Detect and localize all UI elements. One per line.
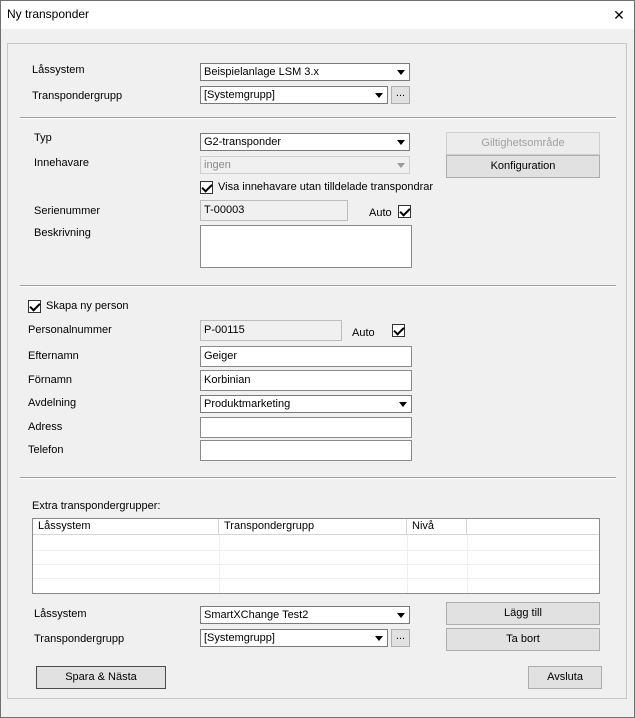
grid-row-line — [33, 550, 599, 551]
owner-value: ingen — [204, 159, 231, 171]
chevron-down-icon[interactable] — [394, 135, 408, 149]
personal-number-field[interactable] — [200, 320, 342, 341]
serial-auto-checkbox[interactable] — [398, 205, 411, 218]
configuration-button[interactable]: Konfiguration — [446, 155, 600, 178]
chevron-down-icon[interactable] — [394, 608, 408, 622]
create-person-label: Skapa ny person — [46, 300, 129, 312]
column-header-level[interactable]: Nivå — [407, 519, 467, 535]
grid-row-line — [33, 564, 599, 565]
address-label: Adress — [28, 421, 63, 433]
phone-label: Telefon — [28, 444, 64, 456]
department-value: Produktmarketing — [204, 398, 291, 410]
show-owners-label: Visa innehavare utan tilldelade transpondrar — [218, 181, 434, 193]
chevron-down-icon[interactable] — [396, 397, 410, 411]
type-select[interactable] — [200, 133, 410, 151]
transpondergroup-value: [Systemgrupp] — [204, 89, 275, 101]
personal-auto-checkbox[interactable] — [392, 324, 405, 337]
serial-auto-label: Auto — [369, 207, 392, 219]
serial-number-value: T-00003 — [204, 204, 245, 216]
phone-field[interactable] — [200, 440, 412, 461]
close-icon[interactable]: ✕ — [613, 7, 625, 23]
column-header-locksystem[interactable]: Låssystem — [33, 519, 219, 535]
owner-select[interactable] — [200, 156, 410, 174]
extra-transpondergroup-label: Transpondergrupp — [34, 633, 125, 645]
serial-number-field[interactable] — [200, 200, 348, 221]
window-title: Ny transponder — [7, 7, 90, 21]
separator — [20, 117, 616, 119]
extra-transpondergroup-value: [Systemgrupp] — [204, 632, 275, 644]
grid-col-line — [467, 535, 468, 593]
separator — [20, 285, 616, 287]
save-next-button[interactable]: Spara & Nästa — [36, 666, 166, 689]
extra-locksystem-select[interactable] — [200, 606, 410, 624]
chevron-down-icon — [394, 158, 408, 172]
firstname-value: Korbinian — [204, 374, 251, 386]
extra-groups-table[interactable] — [32, 518, 600, 594]
title-bar[interactable] — [1, 1, 634, 29]
description-field[interactable] — [200, 225, 412, 268]
department-label: Avdelning — [28, 397, 77, 409]
transpondergroup-label: Transpondergrupp — [32, 90, 123, 102]
personal-number-label: Personalnummer — [28, 324, 112, 336]
firstname-label: Förnamn — [28, 374, 73, 386]
chevron-down-icon[interactable] — [394, 65, 408, 79]
transpondergroup-browse-button[interactable]: ... — [391, 86, 410, 104]
column-header-transpondergroup[interactable]: Transpondergrupp — [219, 519, 407, 535]
serial-number-label: Serienummer — [34, 205, 101, 217]
grid-row-line — [33, 578, 599, 579]
extra-locksystem-value: SmartXChange Test2 — [204, 609, 309, 621]
department-select[interactable] — [200, 395, 412, 413]
locksystem-label: Låssystem — [32, 64, 85, 76]
grid-col-line — [219, 535, 220, 593]
grid-col-line — [407, 535, 408, 593]
type-label: Typ — [34, 132, 52, 144]
personal-number-value: P-00115 — [204, 324, 245, 336]
remove-button[interactable]: Ta bort — [446, 628, 600, 651]
transpondergroup-select[interactable] — [200, 86, 388, 104]
extra-transpondergroup-browse-button[interactable]: ... — [391, 629, 410, 647]
personal-auto-label: Auto — [352, 327, 375, 339]
chevron-down-icon[interactable] — [372, 631, 386, 645]
locksystem-select[interactable] — [200, 63, 410, 81]
type-value: G2-transponder — [204, 136, 282, 148]
dialog-panel — [7, 43, 627, 699]
owner-label: Innehavare — [34, 157, 90, 169]
firstname-field[interactable] — [200, 370, 412, 391]
chevron-down-icon[interactable] — [372, 88, 386, 102]
validity-range-button[interactable]: Giltighetsområde — [446, 132, 600, 155]
show-owners-checkbox[interactable] — [200, 181, 213, 194]
lastname-value: Geiger — [204, 350, 238, 362]
description-label: Beskrivning — [34, 227, 91, 239]
lastname-field[interactable] — [200, 346, 412, 367]
create-person-checkbox[interactable] — [28, 300, 41, 313]
extra-locksystem-label: Låssystem — [34, 608, 87, 620]
address-field[interactable] — [200, 417, 412, 438]
add-button[interactable]: Lägg till — [446, 602, 600, 625]
locksystem-value: Beispielanlage LSM 3.x — [204, 66, 319, 78]
finish-button[interactable]: Avsluta — [528, 666, 602, 689]
column-header-filler — [467, 519, 599, 535]
separator — [20, 477, 616, 479]
extra-groups-title: Extra transpondergrupper: — [32, 500, 161, 512]
lastname-label: Efternamn — [28, 350, 79, 362]
extra-transpondergroup-select[interactable] — [200, 629, 388, 647]
